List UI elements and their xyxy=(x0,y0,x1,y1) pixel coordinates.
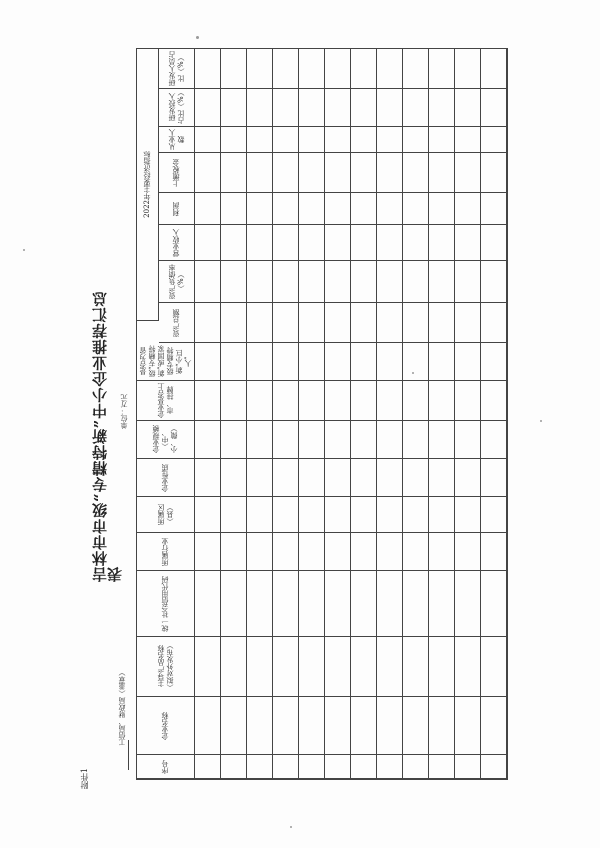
table-cell xyxy=(247,421,273,459)
table-cell xyxy=(481,127,507,153)
table-cell xyxy=(481,421,507,459)
table-cell xyxy=(299,459,325,497)
table-cell xyxy=(377,193,403,225)
table-cell xyxy=(455,381,481,421)
table-cell xyxy=(351,755,377,779)
table-cell xyxy=(325,193,351,225)
table-cell xyxy=(325,153,351,193)
table-cell xyxy=(221,225,247,261)
table-cell xyxy=(429,49,455,89)
table-cell xyxy=(403,497,429,533)
table-cell xyxy=(273,127,299,153)
header-company-name-text: 企业名称 xyxy=(161,711,169,740)
header-is-specialized xyxy=(137,343,195,381)
table-cell xyxy=(247,497,273,533)
header-scale-text: 企业规模（中、小、微） xyxy=(152,425,178,454)
table-cell xyxy=(377,127,403,153)
table-cell xyxy=(325,459,351,497)
table-cell xyxy=(403,303,429,343)
header-debt-ratio xyxy=(159,261,195,303)
table-cell xyxy=(195,497,221,533)
header-rd-investment-ratio-text: 研发投入占比（%） xyxy=(167,89,185,124)
table-cell xyxy=(221,459,247,497)
table-cell xyxy=(455,193,481,225)
table-cell xyxy=(481,153,507,193)
header-nature-text: 企业性质 xyxy=(161,463,169,492)
table-cell xyxy=(273,421,299,459)
table-cell xyxy=(403,225,429,261)
table-cell xyxy=(325,89,351,127)
table-cell xyxy=(195,533,221,571)
table-cell xyxy=(351,303,377,343)
header-employees xyxy=(159,127,195,153)
table-cell xyxy=(481,49,507,89)
table-cell xyxy=(377,697,403,755)
table-cell xyxy=(273,89,299,127)
table-cell xyxy=(221,127,247,153)
table-cell xyxy=(273,261,299,303)
table-cell xyxy=(195,421,221,459)
table-cell xyxy=(299,193,325,225)
table-cell xyxy=(377,459,403,497)
table-cell xyxy=(247,261,273,303)
table-cell xyxy=(299,89,325,127)
table-cell xyxy=(299,261,325,303)
table-cell xyxy=(221,697,247,755)
table-cell xyxy=(195,637,221,697)
table-cell xyxy=(247,127,273,153)
table-cell xyxy=(403,193,429,225)
table-cell xyxy=(429,497,455,533)
table-cell xyxy=(455,421,481,459)
table-cell xyxy=(377,421,403,459)
header-company-name xyxy=(137,697,195,755)
header-industry-text: 所属行业 xyxy=(161,537,169,566)
table-cell xyxy=(481,193,507,225)
table-cell xyxy=(247,303,273,343)
table-cell xyxy=(351,343,377,381)
scan-speck xyxy=(290,826,292,828)
header-indicators-group-text: 2022年主要经济指标 xyxy=(143,151,151,218)
table-cell xyxy=(377,49,403,89)
header-tax xyxy=(159,153,195,193)
header-listed-text: 企业是否上市、挂牌 xyxy=(156,383,174,418)
table-cell xyxy=(403,697,429,755)
header-district-text: 所属区（县） xyxy=(156,504,174,525)
header-indicators-group xyxy=(137,49,159,321)
table-cell xyxy=(273,459,299,497)
table-cell xyxy=(299,303,325,343)
table-cell xyxy=(351,381,377,421)
table-cell xyxy=(247,153,273,193)
header-debt-ratio-text: 资产负债率（%） xyxy=(167,264,185,299)
table-cell xyxy=(429,421,455,459)
header-listed xyxy=(137,381,195,421)
table-cell xyxy=(481,533,507,571)
table-cell xyxy=(325,261,351,303)
header-profit-text: 利润 xyxy=(172,201,180,216)
table-cell xyxy=(195,225,221,261)
table-cell xyxy=(429,637,455,697)
table-cell xyxy=(325,225,351,261)
table-cell xyxy=(299,421,325,459)
table-cell xyxy=(247,755,273,779)
table-cell xyxy=(247,49,273,89)
table-cell xyxy=(403,755,429,779)
table-cell xyxy=(481,459,507,497)
table-cell xyxy=(273,697,299,755)
table-cell xyxy=(299,755,325,779)
table-cell xyxy=(221,89,247,127)
table-cell xyxy=(221,49,247,89)
table-cell xyxy=(481,755,507,779)
table-cell xyxy=(481,697,507,755)
table-cell xyxy=(377,533,403,571)
table-cell xyxy=(273,153,299,193)
table-cell xyxy=(455,571,481,637)
table-cell xyxy=(195,193,221,225)
table-cell xyxy=(377,571,403,637)
table-cell xyxy=(247,697,273,755)
table-cell xyxy=(325,49,351,89)
table-cell xyxy=(273,533,299,571)
scan-speck xyxy=(196,36,199,39)
table-cell xyxy=(351,421,377,459)
table-cell xyxy=(221,533,247,571)
table-cell xyxy=(455,127,481,153)
table-cell xyxy=(377,261,403,303)
summary-table xyxy=(136,48,508,780)
table-cell xyxy=(403,533,429,571)
table-cell xyxy=(429,153,455,193)
table-cell xyxy=(195,755,221,779)
table-cell xyxy=(377,637,403,697)
table-cell xyxy=(273,193,299,225)
table-cell xyxy=(325,497,351,533)
table-cell xyxy=(299,225,325,261)
table-cell xyxy=(455,459,481,497)
header-rd-staff-ratio-text: 研发人员占比（%） xyxy=(167,51,185,86)
header-revenue-text: 营业收入 xyxy=(172,228,180,257)
header-total-assets-text: 资产总额 xyxy=(172,308,180,337)
table-cell xyxy=(273,755,299,779)
header-rd-investment-ratio xyxy=(159,89,195,127)
table-cell xyxy=(195,381,221,421)
table-cell xyxy=(247,637,273,697)
table-cell xyxy=(455,261,481,303)
table-cell xyxy=(377,303,403,343)
table-cell xyxy=(299,571,325,637)
table-cell xyxy=(299,153,325,193)
table-cell xyxy=(403,637,429,697)
table-cell xyxy=(247,343,273,381)
table-cell xyxy=(481,261,507,303)
table-cell xyxy=(221,755,247,779)
table-cell xyxy=(481,381,507,421)
table-cell xyxy=(195,459,221,497)
table-cell xyxy=(273,497,299,533)
header-total-assets xyxy=(159,303,195,343)
table-cell xyxy=(195,261,221,303)
table-cell xyxy=(429,225,455,261)
table-cell xyxy=(455,637,481,697)
table-cell xyxy=(403,459,429,497)
table-cell xyxy=(247,381,273,421)
table-cell xyxy=(195,571,221,637)
table-cell xyxy=(325,571,351,637)
table-cell xyxy=(221,343,247,381)
table-cell xyxy=(429,343,455,381)
table-cell xyxy=(273,571,299,637)
header-credit-code-text: 统一社会信用代码 xyxy=(161,575,169,632)
table-cell xyxy=(273,381,299,421)
table-cell xyxy=(247,571,273,637)
table-cell xyxy=(273,343,299,381)
table-cell xyxy=(247,533,273,571)
table-cell xyxy=(403,571,429,637)
table-cell xyxy=(377,755,403,779)
table-cell xyxy=(403,127,429,153)
table-cell xyxy=(351,637,377,697)
table-cell xyxy=(455,497,481,533)
table-cell xyxy=(195,303,221,343)
table-cell xyxy=(429,381,455,421)
table-cell xyxy=(403,343,429,381)
table-cell xyxy=(325,637,351,697)
table-cell xyxy=(403,49,429,89)
table-cell xyxy=(195,127,221,153)
table-cell xyxy=(351,49,377,89)
table-cell xyxy=(429,533,455,571)
header-employees-text: 从业人数 xyxy=(167,129,185,150)
table-cell xyxy=(221,421,247,459)
table-cell xyxy=(273,225,299,261)
table-cell xyxy=(299,343,325,381)
table-cell xyxy=(455,697,481,755)
table-cell xyxy=(455,533,481,571)
table-cell xyxy=(429,261,455,303)
table-cell xyxy=(377,497,403,533)
table-cell xyxy=(377,153,403,193)
table-cell xyxy=(481,89,507,127)
header-is-specialized-text: 是否为省级“专精特新”或国家级专精特新“小巨人” xyxy=(138,345,192,378)
table-cell xyxy=(325,381,351,421)
table-cell xyxy=(429,89,455,127)
table-cell xyxy=(351,261,377,303)
table-cell xyxy=(455,343,481,381)
table-cell xyxy=(403,89,429,127)
header-main-product xyxy=(137,637,195,697)
table-cell xyxy=(351,193,377,225)
header-profit xyxy=(159,193,195,225)
table-cell xyxy=(351,533,377,571)
table-cell xyxy=(299,533,325,571)
table-cell xyxy=(195,153,221,193)
table-cell xyxy=(429,459,455,497)
table-cell xyxy=(195,343,221,381)
table-cell xyxy=(221,637,247,697)
table-cell xyxy=(273,637,299,697)
table-cell xyxy=(455,49,481,89)
header-main-product-text: 主导产品名称（拟对外发布） xyxy=(156,642,174,691)
table-cell xyxy=(481,637,507,697)
header-seq-text: 序号 xyxy=(161,759,169,774)
table-cell xyxy=(403,261,429,303)
table-cell xyxy=(481,497,507,533)
header-district xyxy=(137,497,195,533)
table-cell xyxy=(455,303,481,343)
table-cell xyxy=(299,497,325,533)
unit-label: 单位：万元 xyxy=(120,394,128,430)
table-cell xyxy=(377,381,403,421)
scan-speck xyxy=(23,249,25,251)
table-cell xyxy=(351,497,377,533)
header-nature xyxy=(137,459,195,497)
table-cell xyxy=(351,571,377,637)
header-seq xyxy=(137,755,195,779)
header-scale xyxy=(137,421,195,459)
table-cell xyxy=(195,49,221,89)
table-cell xyxy=(377,343,403,381)
table-cell xyxy=(221,497,247,533)
table-cell xyxy=(403,421,429,459)
table-cell xyxy=(481,343,507,381)
table-cell xyxy=(481,225,507,261)
table-cell xyxy=(325,533,351,571)
table-cell xyxy=(221,381,247,421)
header-tax-text: 上缴税金 xyxy=(172,158,180,187)
table-cell xyxy=(351,459,377,497)
table-cell xyxy=(299,697,325,755)
table-cell xyxy=(351,225,377,261)
table-cell xyxy=(429,697,455,755)
table-cell xyxy=(247,225,273,261)
table-cell xyxy=(429,303,455,343)
table-cell xyxy=(351,153,377,193)
page-title: 吉林市市级“专精特新”中小企业推荐汇总表 xyxy=(91,290,124,582)
table-cell xyxy=(481,303,507,343)
table-cell xyxy=(429,193,455,225)
header-rd-staff-ratio xyxy=(159,49,195,89)
table-cell xyxy=(325,697,351,755)
table-cell xyxy=(221,153,247,193)
table-cell xyxy=(377,225,403,261)
table-cell xyxy=(273,49,299,89)
table-cell xyxy=(325,303,351,343)
table-cell xyxy=(351,89,377,127)
table-cell xyxy=(221,261,247,303)
table-cell xyxy=(377,89,403,127)
table-cell xyxy=(351,697,377,755)
table-cell xyxy=(247,459,273,497)
table-cell xyxy=(195,697,221,755)
table-cell xyxy=(429,571,455,637)
table-cell xyxy=(221,193,247,225)
table-cell xyxy=(481,571,507,637)
table-cell xyxy=(299,381,325,421)
table-cell xyxy=(325,343,351,381)
scan-speck xyxy=(540,420,542,422)
table-cell xyxy=(429,127,455,153)
annex-label: 附件1 xyxy=(80,768,89,790)
table-cell xyxy=(455,153,481,193)
table-cell xyxy=(325,755,351,779)
table-cell xyxy=(273,303,299,343)
table-cell xyxy=(299,49,325,89)
table-cell xyxy=(195,89,221,127)
table-cell xyxy=(299,637,325,697)
table-cell xyxy=(299,127,325,153)
filler-label: 工信局、财政局（盖章） xyxy=(118,669,126,746)
table-cell xyxy=(455,225,481,261)
header-credit-code xyxy=(137,571,195,637)
filler-signature-line xyxy=(128,740,129,770)
table-cell xyxy=(455,755,481,779)
table-cell xyxy=(221,303,247,343)
table-cell xyxy=(351,127,377,153)
table-cell xyxy=(325,421,351,459)
table-cell xyxy=(455,89,481,127)
table-cell xyxy=(247,89,273,127)
table-cell xyxy=(247,193,273,225)
header-revenue xyxy=(159,225,195,261)
table-cell xyxy=(403,153,429,193)
header-industry xyxy=(137,533,195,571)
table-cell xyxy=(221,571,247,637)
table-cell xyxy=(403,381,429,421)
table-cell xyxy=(429,755,455,779)
table-cell xyxy=(325,127,351,153)
